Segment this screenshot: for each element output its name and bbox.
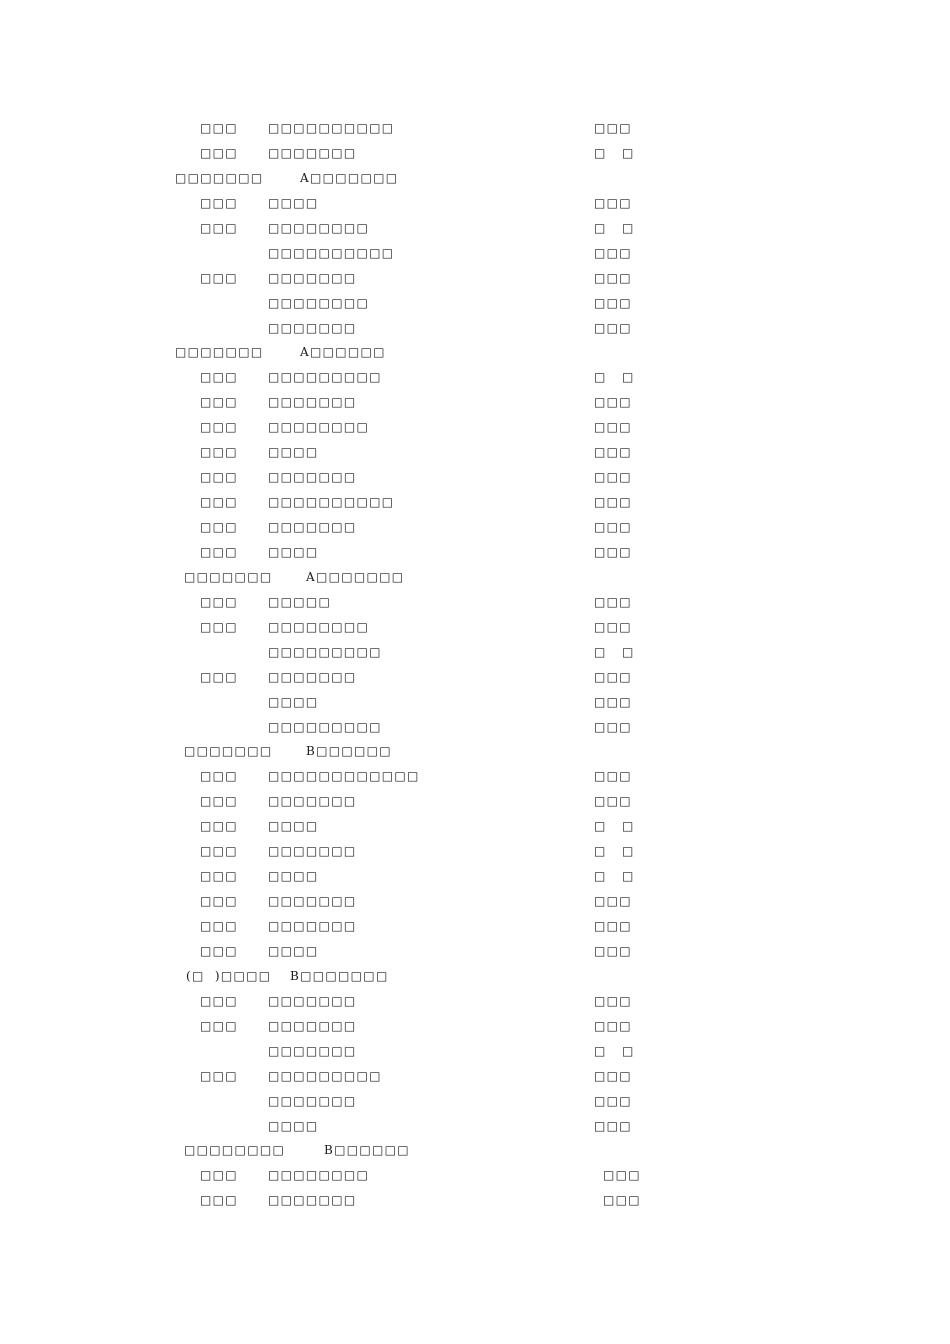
table-row	[0, 789, 950, 814]
row-page: □□□	[594, 794, 632, 809]
table-row	[0, 1014, 950, 1039]
row-title: □□□□□□□	[268, 993, 357, 1008]
row-number: □□□	[200, 619, 238, 634]
table-row	[0, 266, 950, 291]
section-heading-row	[0, 1138, 950, 1163]
row-number: □□□	[200, 769, 238, 784]
row-number: □□□	[200, 1068, 238, 1083]
table-row	[0, 515, 950, 540]
row-title: □□□□□□□□	[268, 420, 370, 435]
row-title: □□□□	[268, 819, 319, 834]
row-number: □□□	[200, 220, 238, 235]
row-page: □□□	[594, 719, 632, 734]
row-title: A□□□□□□	[300, 345, 386, 360]
table-row	[0, 665, 950, 690]
row-page: □□□	[594, 520, 632, 534]
section-heading-row	[0, 565, 950, 590]
row-title: □□□□	[268, 445, 319, 460]
row-title: □□□□	[268, 943, 319, 958]
section-heading-row	[0, 340, 950, 365]
row-page: □ □	[594, 220, 635, 235]
row-number: (□ )□□□□	[186, 968, 272, 983]
row-title: □□□□□□□	[268, 844, 357, 859]
table-row	[0, 291, 950, 316]
row-number: □□□	[200, 395, 238, 410]
table-row	[0, 216, 950, 241]
table-row	[0, 814, 950, 839]
row-title: □□□□□□□	[268, 145, 357, 160]
row-title: □□□□□□□	[268, 794, 357, 809]
row-title: □□□□□□□	[268, 1018, 357, 1033]
row-page: □ □	[594, 819, 635, 834]
row-title: □□□□	[268, 195, 319, 210]
table-row	[0, 141, 950, 166]
row-page: □□□	[603, 1193, 641, 1208]
row-title: □□□□□□□	[268, 669, 357, 684]
table-row	[0, 615, 950, 640]
row-page: □□□	[594, 694, 632, 709]
row-page: □□□	[594, 420, 632, 435]
row-title: □□□□□□□	[268, 270, 357, 285]
row-page: □□□	[594, 1093, 632, 1108]
table-row	[0, 316, 950, 341]
table-row	[0, 690, 950, 715]
row-page: □□□	[594, 943, 632, 958]
row-number: □□□	[200, 1168, 238, 1183]
row-title: □□□□□□□	[268, 395, 357, 410]
row-page: □□□	[594, 1068, 632, 1083]
table-row	[0, 590, 950, 615]
row-page: □□□	[594, 544, 632, 559]
row-page: □□□	[594, 470, 632, 485]
row-number: □□□	[200, 420, 238, 435]
row-title: □□□□□□□□	[268, 220, 370, 235]
row-page: □ □	[594, 644, 635, 659]
row-page: □□□	[594, 769, 632, 784]
row-number: □□□	[200, 495, 238, 510]
row-number: □□□	[200, 145, 238, 160]
row-page: □ □	[594, 1043, 635, 1058]
row-title: □□□□□□□	[268, 919, 357, 933]
table-row	[0, 490, 950, 515]
section-heading-row	[0, 964, 950, 989]
table-row	[0, 390, 950, 415]
row-page: □□□	[594, 993, 632, 1008]
row-title: A□□□□□□□	[300, 170, 399, 185]
table-row	[0, 1188, 950, 1213]
row-title: □□□□□□□□□	[268, 644, 382, 659]
table-row	[0, 715, 950, 740]
row-number: □□□	[200, 544, 238, 559]
row-page: □□□	[594, 270, 632, 285]
row-page: □□□	[594, 669, 632, 684]
table-row	[0, 415, 950, 440]
row-title: □□□□□□□	[268, 470, 357, 485]
row-title: □□□□	[268, 869, 319, 884]
row-number: □□□	[200, 594, 238, 609]
row-page: □ □	[594, 869, 635, 884]
row-number: □□□	[200, 270, 238, 285]
row-title: A□□□□□□□	[306, 569, 405, 584]
row-title: □□□□□□□□□	[268, 1068, 382, 1083]
row-page: □□□	[594, 295, 632, 310]
row-number: □□□	[200, 869, 238, 884]
table-row	[0, 540, 950, 565]
section-heading-row	[0, 739, 950, 764]
row-title: □□□□□□□□□□□□	[268, 769, 420, 784]
row-page: □□□	[594, 594, 632, 609]
row-page: □□□	[594, 619, 632, 634]
row-title: B□□□□□□	[306, 744, 392, 759]
row-page: □□□	[594, 121, 632, 135]
table-row	[0, 764, 950, 789]
table-row	[0, 1089, 950, 1114]
row-page: □□□	[594, 919, 632, 933]
row-title: □□□□□□□	[268, 1043, 357, 1058]
table-row	[0, 939, 950, 964]
table-row	[0, 864, 950, 889]
section-heading-row	[0, 166, 950, 191]
row-page: □ □	[594, 370, 635, 385]
row-title: □□□□□□□	[268, 894, 357, 909]
table-row	[0, 839, 950, 864]
row-title: □□□□□	[268, 594, 332, 609]
row-number: □□□□□□□□	[184, 1143, 286, 1158]
row-title: □□□□	[268, 544, 319, 559]
row-title: □□□□□□□	[268, 320, 357, 335]
row-page: □□□	[594, 495, 632, 510]
row-title: □□□□□□□□	[268, 619, 370, 634]
row-title: □□□□□□□□	[268, 295, 370, 310]
row-number: □□□	[200, 1193, 238, 1208]
row-page: □□□	[594, 245, 632, 260]
table-row	[0, 1064, 950, 1089]
row-number: □□□□□□□	[175, 170, 264, 185]
row-page: □□□	[594, 395, 632, 410]
row-title: □□□□□□□	[268, 1193, 357, 1208]
row-number: □□□	[200, 943, 238, 958]
row-title: □□□□□□□□□	[268, 719, 382, 734]
row-number: □□□	[200, 195, 238, 210]
table-row	[0, 1039, 950, 1064]
table-row	[0, 889, 950, 914]
row-number: □□□	[200, 794, 238, 809]
table-row	[0, 1163, 950, 1188]
row-number: □□□□□□□	[175, 345, 264, 360]
row-title: □□□□□□□□□	[268, 370, 382, 385]
table-row	[0, 116, 950, 141]
row-number: □□□	[200, 819, 238, 834]
table-row	[0, 989, 950, 1014]
row-page: □□□	[603, 1168, 641, 1183]
row-number: □□□□□□□	[184, 744, 273, 759]
row-title: □□□□	[268, 1118, 319, 1133]
row-title: B□□□□□□□	[290, 968, 389, 983]
row-number: □□□	[200, 520, 238, 534]
table-row	[0, 465, 950, 490]
row-number: □□□	[200, 919, 238, 933]
document-body	[0, 116, 950, 1213]
table-row	[0, 914, 950, 939]
row-title: □□□□□□□	[268, 520, 357, 534]
row-title: B□□□□□□	[324, 1143, 410, 1158]
table-row	[0, 191, 950, 216]
table-row	[0, 365, 950, 390]
row-title: □□□□□□□□	[268, 1168, 370, 1183]
row-page: □ □	[594, 844, 635, 859]
row-title: □□□□□□□□□□	[268, 495, 395, 510]
row-number: □□□	[200, 370, 238, 385]
row-number: □□□	[200, 894, 238, 909]
row-number: □□□	[200, 121, 238, 135]
row-page: □□□	[594, 1118, 632, 1133]
row-page: □□□	[594, 445, 632, 460]
table-row	[0, 241, 950, 266]
row-page: □□□	[594, 894, 632, 909]
row-page: □ □	[594, 145, 635, 160]
table-row	[0, 440, 950, 465]
row-number: □□□	[200, 844, 238, 859]
row-page: □□□	[594, 1018, 632, 1033]
row-title: □□□□	[268, 694, 319, 709]
table-row	[0, 640, 950, 665]
row-title: □□□□□□□□□□	[268, 245, 395, 260]
row-page: □□□	[594, 195, 632, 210]
row-number: □□□	[200, 1018, 238, 1033]
row-number: □□□	[200, 669, 238, 684]
row-number: □□□	[200, 993, 238, 1008]
row-page: □□□	[594, 320, 632, 335]
row-number: □□□	[200, 470, 238, 485]
row-number: □□□	[200, 445, 238, 460]
row-title: □□□□□□□□□□	[268, 121, 395, 135]
row-number: □□□□□□□	[184, 569, 273, 584]
table-row	[0, 1114, 950, 1139]
row-title: □□□□□□□	[268, 1093, 357, 1108]
